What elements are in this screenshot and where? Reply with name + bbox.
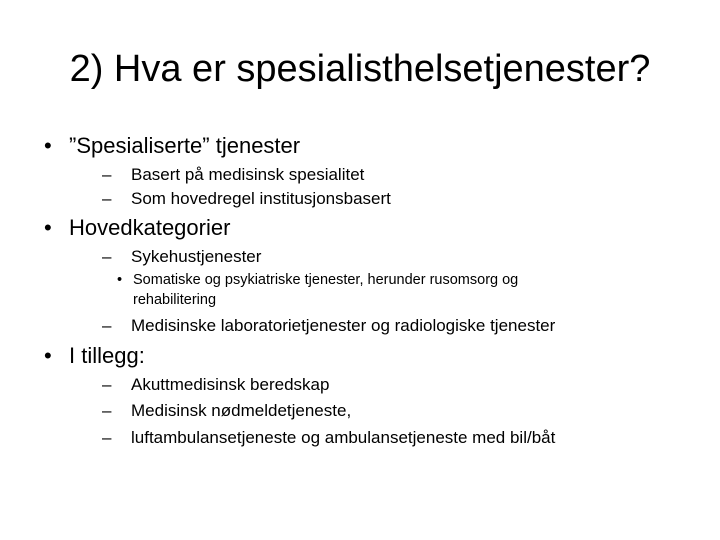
dash-marker: –: [102, 316, 112, 335]
sub-list-item-line: Somatiske og psykiatriske tjenester, herunder rusomsorg og: [133, 272, 519, 288]
section-heading-main-categories: Hovedkategorier: [69, 215, 231, 240]
sub-list-item-line: rehabilitering: [133, 292, 217, 308]
dash-marker: –: [102, 189, 112, 208]
dash-marker: –: [102, 428, 112, 447]
list-item: Som hovedregel institusjonsbasert: [131, 189, 391, 208]
list-item: Medisinske laboratorietjenester og radiologiske tjenester: [131, 316, 556, 335]
slide-title: 2) Hva er spesialisthelsetjenester?: [69, 48, 651, 90]
dash-marker: –: [102, 165, 112, 184]
list-item: Akuttmedisinsk beredskap: [131, 375, 330, 394]
list-item: Sykehustjenester: [131, 247, 262, 266]
section-heading-in-addition: I tillegg:: [69, 343, 145, 368]
bullet-marker: •: [44, 343, 52, 368]
section-heading-specialized-services: ”Spesialiserte” tjenester: [69, 133, 301, 158]
bullet-marker: •: [44, 133, 52, 158]
list-item: luftambulansetjeneste og ambulansetjeneste med bil/båt: [131, 428, 556, 447]
dash-marker: –: [102, 401, 112, 420]
dash-marker: –: [102, 247, 112, 266]
bullet-marker: •: [44, 215, 52, 240]
list-item: Basert på medisinsk spesialitet: [131, 165, 365, 184]
dash-marker: –: [102, 375, 112, 394]
list-item: Medisinsk nødmeldetjeneste,: [131, 401, 352, 420]
bullet-marker: •: [117, 272, 123, 288]
